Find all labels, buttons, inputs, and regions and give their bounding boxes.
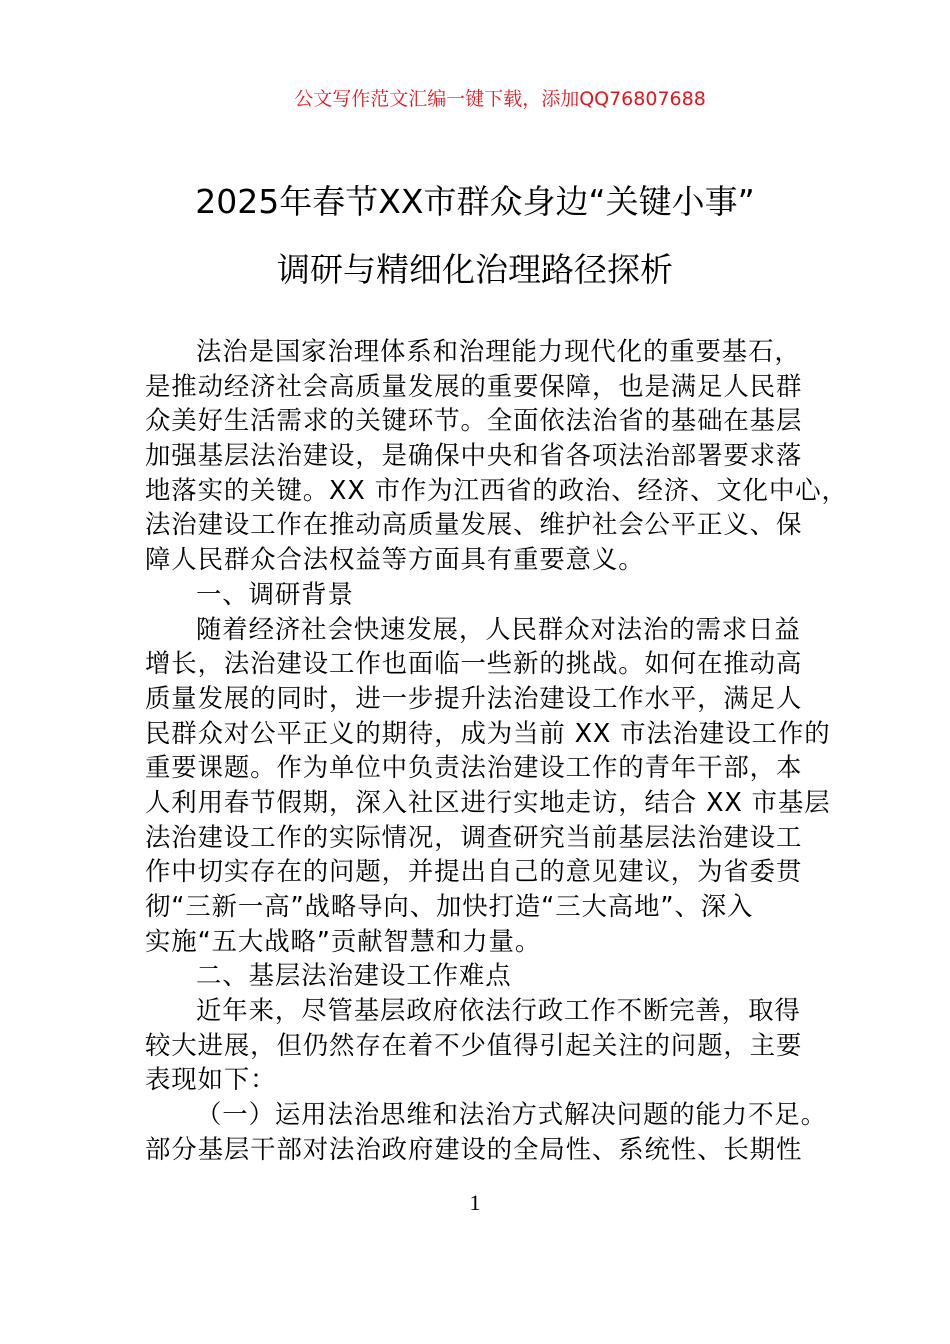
text-line: 随着经济社会快速发展，人民群众对法治的需求日益: [196, 613, 801, 644]
text-line: 部分基层干部对法治政府建设的全局性、系统性、长期性: [145, 1133, 803, 1164]
text-line: 一、调研背景: [196, 578, 354, 609]
text-line: 质量发展的同时，进一步提升法治建设工作水平，满足人: [145, 682, 803, 713]
document-title-line-2: 调研与精细化治理路径探析: [277, 250, 673, 289]
text-line: 法治建设工作在推动高质量发展、维护社会公平正义、保: [145, 509, 803, 540]
page-number: 1: [469, 1190, 481, 1215]
text-line: 众美好生活需求的关键环节。全面依法治省的基础在基层: [145, 405, 803, 436]
text-line: 重要课题。作为单位中负责法治建设工作的青年干部，本: [145, 752, 803, 783]
document-body: [145, 334, 848, 1167]
text-line: 障人民群众合法权益等方面具有重要意义。: [145, 544, 645, 575]
text-line: （一）运用法治思维和法治方式解决问题的能力不足。: [196, 1099, 827, 1130]
text-line: 表现如下：: [145, 1064, 277, 1095]
text-line: 较大进展，但仍然存在着不少值得引起关注的问题，主要: [145, 1029, 803, 1060]
document-title-line-1: 2025年春节XX市群众身边“关键小事”: [195, 182, 755, 221]
text-line: 实施“五大战略”贡献智慧和力量。: [145, 925, 542, 956]
text-line: 法治建设工作的实际情况，调查研究当前基层法治建设工: [145, 821, 803, 852]
text-line: 法治是国家治理体系和治理能力现代化的重要基石，: [196, 336, 801, 366]
text-line: 增长，法治建设工作也面临一些新的挑战。如何在推动高: [145, 648, 803, 679]
text-line: 人利用春节假期，深入社区进行实地走访，结合 XX 市基层: [145, 786, 831, 817]
text-line: 二、基层法治建设工作难点: [196, 960, 512, 991]
text-line: 地落实的关键。XX 市作为江西省的政治、经济、文化中心，: [145, 474, 848, 505]
text-line: 作中切实存在的问题，并提出自己的意见建议，为省委贯: [145, 856, 803, 887]
text-line: 民群众对公平正义的期待，成为当前 XX 市法治建设工作的: [145, 717, 831, 748]
text-line: 加强基层法治建设，是确保中央和省各项法治部署要求落: [145, 440, 803, 471]
text-line: 彻“三新一高”战略导向、加快打造“三大高地”、深入: [145, 891, 754, 921]
text-line: 是推动经济社会高质量发展的重要保障，也是满足人民群: [145, 370, 803, 401]
text-line: 近年来，尽管基层政府依法行政工作不断完善，取得: [196, 995, 801, 1026]
download-banner: 公文写作范文汇编一键下载，添加QQ76807688: [294, 88, 706, 110]
